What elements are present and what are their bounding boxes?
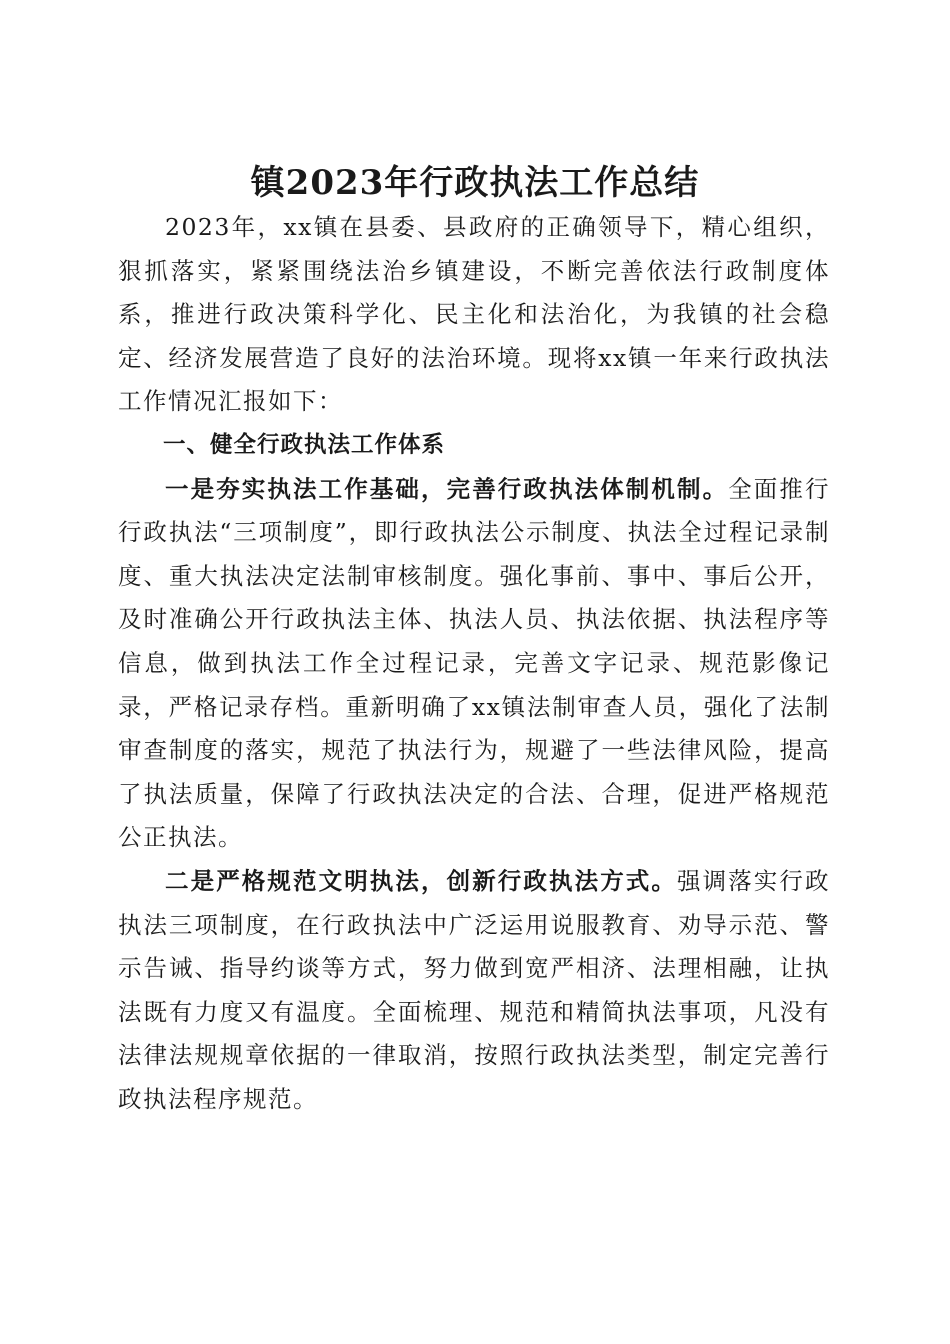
- paragraph-2: [118, 860, 830, 1122]
- paragraph-2-lead: 二是严格规范文明执法，创新行政执法方式。: [165, 866, 677, 895]
- paragraph-1-lead: 一是夯实执法工作基础，完善行政执法体制机制。: [165, 474, 729, 503]
- section-heading: 一、健全行政执法工作体系: [163, 431, 446, 458]
- document-body: [118, 206, 830, 1121]
- paragraph-1: [118, 468, 830, 860]
- paragraph-2-text: 强调落实行政执法三项制度，在行政执法中广泛运用说服教育、劝导示范、警示告诫、指导约谈等方式，努力做到宽严相济、法理相融，让执法既有力度又有温度。全面梳理、规范和精简执法事项，凡没有法律法规规章依据的一律取消，按照行政执法类型，制定完善行政执法程序规范。: [118, 866, 830, 1113]
- paragraph-1-text: 全面推行行政执法“三项制度”，即行政执法公示制度、执法全过程记录制度、重大执法决定法制审核制度。强化事前、事中、事后公开，及时准确公开行政执法主体、执法人员、执法依据、执法程序等信息，做到执法工作全过程记录，完善文字记录、规范影像记录，严格记录存档。重新明确了xx镇法制审查人员，强化了法制审查制度的落实，规范了执法行为，规避了一些法律风险，提高了执法质量，保障了行政执法决定的合法、合理，促进严格规范公正执法。: [118, 474, 831, 852]
- page-title: 镇2023年行政执法工作总结: [250, 162, 700, 203]
- intro-paragraph: 2023年，xx镇在县委、县政府的正确领导下，精心组织，狠抓落实，紧紧围绕法治乡镇建设，不断完善依法行政制度体系，推进行政决策科学化、民主化和法治化，为我镇的社会稳定、经济发展营造了良好的法治环境。现将xx镇一年来行政执法工作情况汇报如下：: [118, 213, 830, 416]
